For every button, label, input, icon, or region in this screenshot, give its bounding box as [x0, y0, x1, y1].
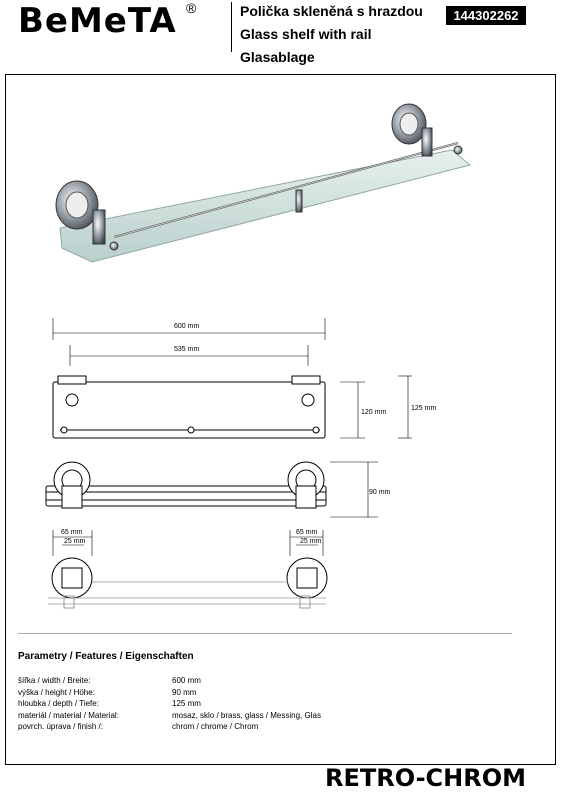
- glass-shelf: [60, 150, 470, 262]
- product-render: [56, 104, 470, 262]
- param-label: materiál / material / Material:: [18, 710, 119, 720]
- param-label: šířka / width / Breite:: [18, 676, 91, 685]
- dim-120: 120 mm: [361, 409, 387, 416]
- params-table: [18, 675, 321, 733]
- param-value: 125 mm: [172, 699, 201, 708]
- param-row: [18, 675, 321, 687]
- title-german: Glasablage: [240, 49, 315, 65]
- param-label: hloubka / depth / Tiefe:: [18, 699, 99, 708]
- title-czech: Polička skleněná s hrazdou: [240, 3, 423, 19]
- product-series: RETRO-CHROM: [325, 764, 526, 792]
- rail-support: [296, 190, 302, 212]
- param-row: [18, 698, 321, 710]
- param-value: chrom / chrome / Chrom: [172, 722, 259, 731]
- dim-right-65: 65 mm: [296, 529, 318, 536]
- dim-right-25: 25 mm: [300, 538, 322, 545]
- param-label: povrch. úprava / finish /:: [18, 722, 103, 731]
- param-row: [18, 710, 321, 722]
- param-value: 90 mm: [172, 687, 197, 697]
- right-bracket: [422, 128, 432, 156]
- param-label: výška / height / Höhe:: [18, 687, 95, 697]
- dim-535: 535 mm: [174, 346, 200, 353]
- dim-600: 600 mm: [174, 323, 200, 330]
- dim-125: 125 mm: [411, 405, 437, 412]
- dim-90: 90 mm: [369, 489, 391, 496]
- left-bracket: [93, 210, 105, 244]
- param-row: [18, 721, 321, 733]
- front-view: [53, 376, 325, 438]
- params-title: Parametry / Features / Eigenschaften: [18, 651, 194, 662]
- product-code: 144302262: [446, 6, 526, 25]
- brand-name: BeMeTA: [18, 1, 177, 41]
- param-row: [18, 687, 321, 699]
- dim-left-65: 65 mm: [61, 529, 83, 536]
- params-divider: [18, 633, 512, 634]
- param-value: mosaz, sklo / brass, glass / Messing, Glas: [172, 710, 321, 720]
- registered-mark: ®: [186, 0, 197, 16]
- dim-left-25: 25 mm: [64, 538, 86, 545]
- param-value: 600 mm: [172, 676, 201, 685]
- detail-views: [48, 558, 327, 608]
- title-english: Glass shelf with rail: [240, 26, 372, 42]
- top-view: [46, 462, 326, 508]
